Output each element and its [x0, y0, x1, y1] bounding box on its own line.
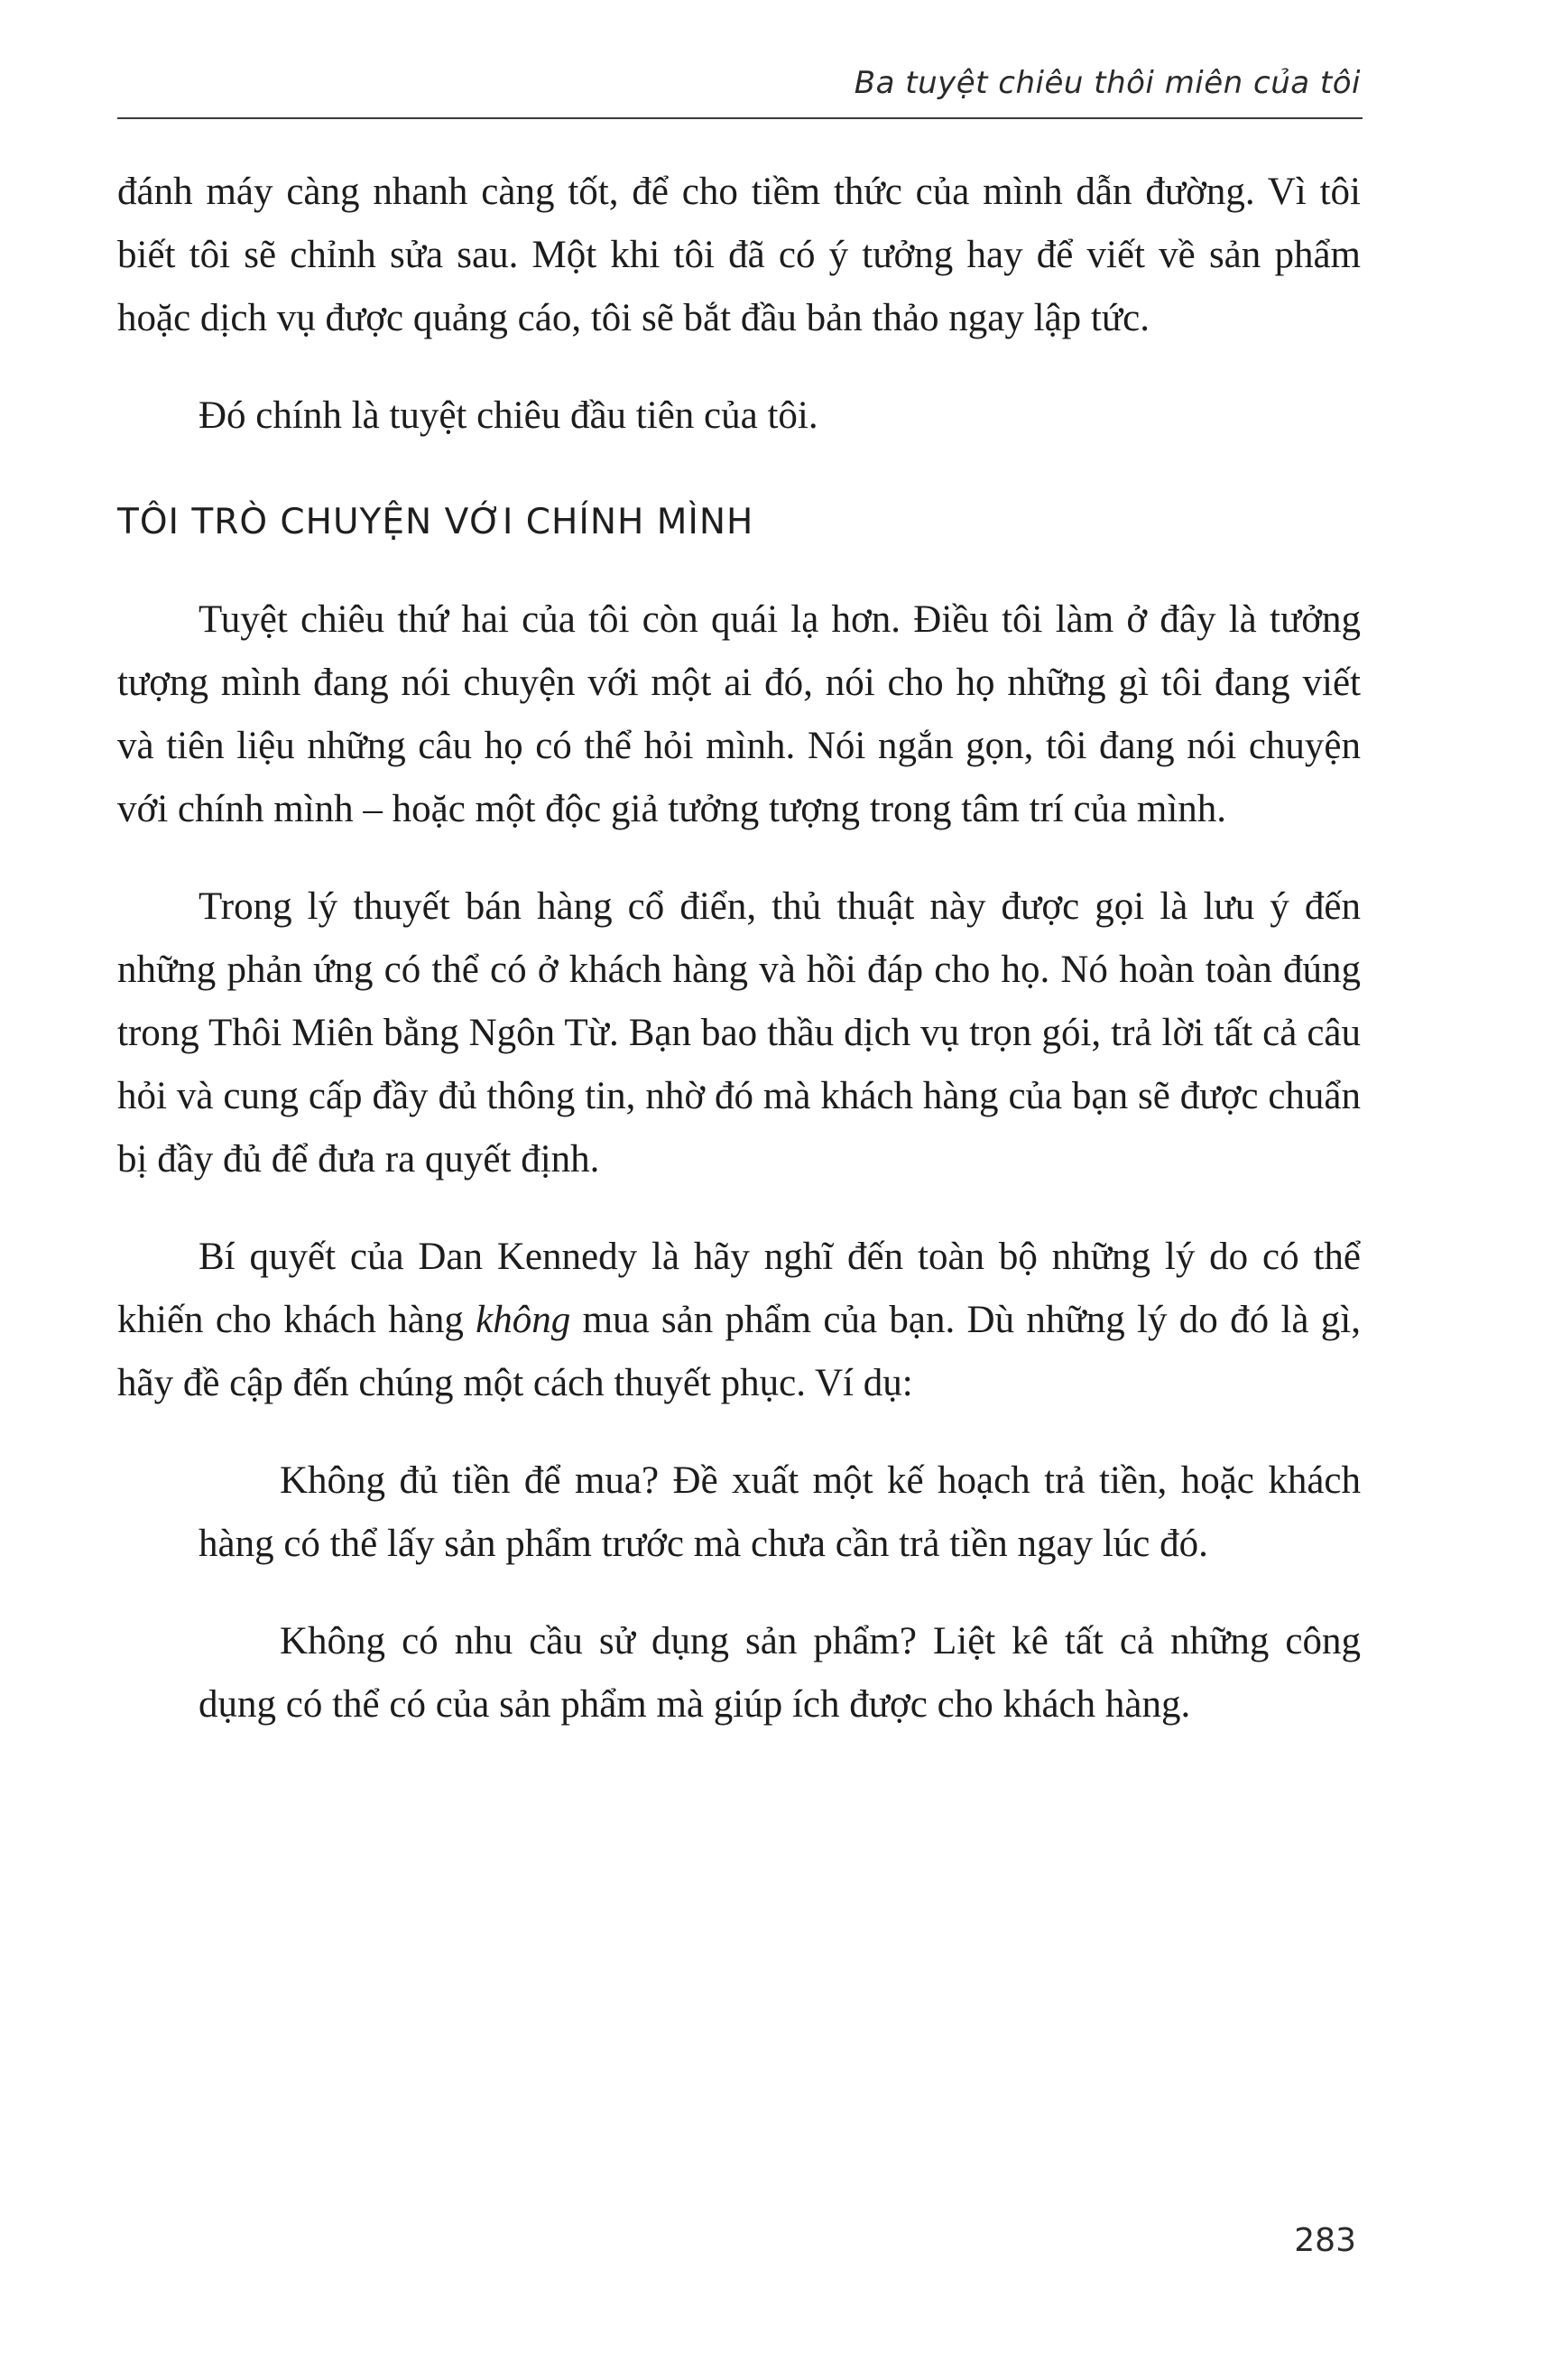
header-rule [117, 117, 1363, 119]
quote-no-need: Không có nhu cầu sử dụng sản phẩm? Liệt kê tất cả những công dụng có thể có của sản phẩm mà giúp ích được cho khách hàng. [199, 1620, 1361, 1726]
paragraph-dan-kennedy [117, 1226, 1361, 1415]
paragraph-continuation: đánh máy càng nhanh càng tốt, để cho tiềm thức của mình dẫn đường. Vì tôi biết tôi sẽ chỉnh sửa sau. Một khi tôi đã có ý tưởng hay để viết về sản phẩm hoặc dịch vụ được quảng cáo, tôi sẽ bắt đầu bản thảo ngay lập tức. [117, 171, 1361, 339]
page-number: 283 [1294, 2222, 1356, 2259]
paragraph-first-trick: Đó chính là tuyệt chiêu đầu tiên của tôi. [199, 394, 818, 437]
paragraph-dan-kennedy-text-b: mua sản phẩm của bạn. Dù những lý do đó là gì, hãy đề cập đến chúng một cách thuyết phục. Ví dụ: [117, 1299, 1361, 1404]
quote-not-enough-money: Không đủ tiền để mua? Đề xuất một kế hoạch trả tiền, hoặc khách hàng có thể lấy sản phẩm trước mà chưa cần trả tiền ngay lúc đó. [199, 1459, 1361, 1565]
section-heading: TÔI TRÒ CHUYỆN VỚI CHÍNH MÌNH [117, 502, 754, 542]
paragraph-dan-kennedy-text-a: Bí quyết của Dan Kennedy là hãy nghĩ đến toàn bộ những lý do có thể khiến cho khách hàng [117, 1236, 1361, 1341]
page-body [117, 161, 1361, 1736]
paragraph-sales-theory: Trong lý thuyết bán hàng cổ điển, thủ thuật này được gọi là lưu ý đến những phản ứng có thể có ở khách hàng và hồi đáp cho họ. Nó hoàn toàn đúng trong Thôi Miên bằng Ngôn Từ. Bạn bao thầu dịch vụ trọn gói, trả lời tất cả câu hỏi và cung cấp đầy đủ thông tin, nhờ đó mà khách hàng của bạn sẽ được chuẩn bị đầy đủ để đưa ra quyết định. [117, 885, 1361, 1181]
emphasis-khong: không [476, 1299, 571, 1341]
paragraph-second-trick: Tuyệt chiêu thứ hai của tôi còn quái lạ hơn. Điều tôi làm ở đây là tưởng tượng mình đang nói chuyện với một ai đó, nói cho họ những gì tôi đang viết và tiên liệu những câu họ có thể hỏi mình. Nói ngắn gọn, tôi đang nói chuyện với chính mình – hoặc một độc giả tưởng tượng trong tâm trí của mình. [117, 598, 1361, 830]
running-header: Ba tuyệt chiêu thôi miên của tôi [854, 65, 1361, 101]
